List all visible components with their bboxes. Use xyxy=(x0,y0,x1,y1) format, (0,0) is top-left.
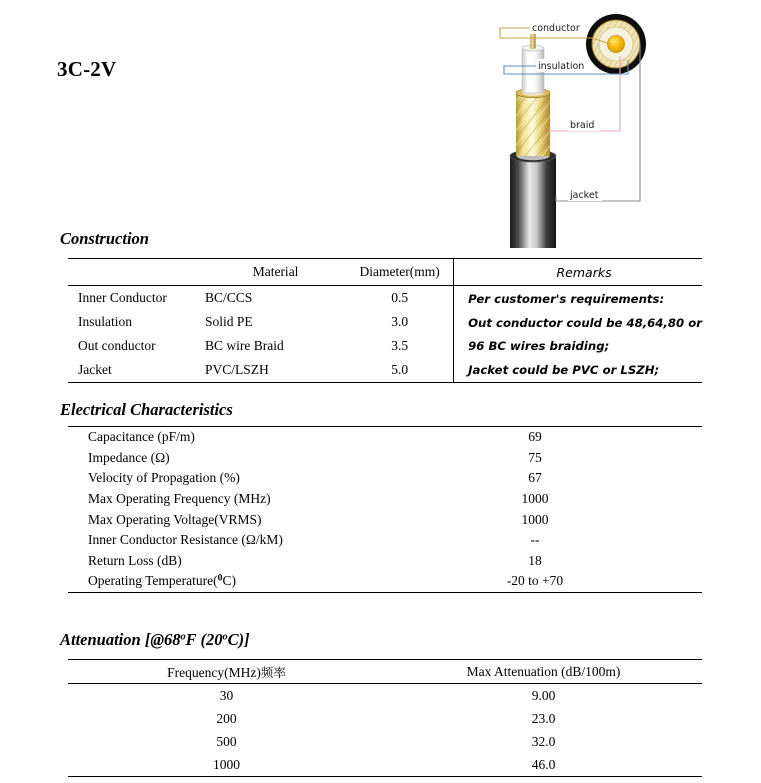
figure-label-conductor: conductor xyxy=(532,23,580,34)
section-heading-construction: Construction xyxy=(60,229,149,248)
electrical-table-container xyxy=(68,426,702,593)
cell-attenuation: 9.00 xyxy=(531,687,556,703)
col-header-frequency xyxy=(68,660,385,684)
cell-item: Inner Conductor xyxy=(78,290,167,305)
figure-label-braid: braid xyxy=(570,120,595,131)
degree-superscript-c: o xyxy=(222,631,228,643)
cell-attenuation: 46.0 xyxy=(531,756,556,772)
cell-item: Insulation xyxy=(78,314,132,329)
attenuation-table xyxy=(68,659,702,777)
section-heading-electrical: Electrical Characteristics xyxy=(60,400,233,419)
table-row xyxy=(68,509,702,530)
table-row xyxy=(68,286,702,311)
table-row xyxy=(68,571,702,592)
cell-value: 69 xyxy=(528,429,542,445)
col-header-frequency-en: Frequency(MHz) xyxy=(167,664,261,680)
construction-table xyxy=(68,258,702,383)
attenuation-heading-post: C)] xyxy=(227,630,250,649)
cell-item: Out conductor xyxy=(78,338,156,353)
cell-frequency: 1000 xyxy=(213,756,240,772)
table-row xyxy=(68,753,702,777)
electrical-characteristics-table xyxy=(68,426,702,593)
remarks-line: Jacket could be PVC or LSZH; xyxy=(468,362,660,377)
cell-material: BC wire Braid xyxy=(205,338,284,353)
cell-frequency: 500 xyxy=(216,733,237,749)
cell-label: Return Loss (dB) xyxy=(88,552,182,568)
coaxial-cable-diagram xyxy=(492,8,742,248)
attenuation-heading-mid: F (20 xyxy=(185,630,223,649)
cell-value: -20 to +70 xyxy=(506,573,564,589)
figure-label-jacket: jacket xyxy=(570,190,599,201)
cable-jacket-layer xyxy=(510,150,556,248)
cell-diameter: 3.0 xyxy=(391,314,409,329)
table-row xyxy=(68,427,702,448)
table-row xyxy=(68,448,702,469)
cell-diameter: 5.0 xyxy=(391,362,409,377)
cell-label: Impedance (Ω) xyxy=(88,449,170,465)
degree-superscript-f: o xyxy=(180,631,186,643)
cell-label: Max Operating Voltage(VRMS) xyxy=(88,511,262,527)
col-header-frequency-cjk: 频率 xyxy=(260,664,286,680)
remarks-line: Per customer's requirements: xyxy=(468,292,665,306)
attenuation-table-container xyxy=(68,659,702,777)
cell-value: 75 xyxy=(528,449,542,465)
col-header-material: Material xyxy=(252,264,299,279)
cell-material: PVC/LSZH xyxy=(205,362,269,377)
cell-diameter: 0.5 xyxy=(391,290,409,305)
cell-value: 18 xyxy=(528,552,542,568)
table-row xyxy=(68,707,702,730)
cell-label: Inner Conductor Resistance (Ω/kM) xyxy=(88,532,283,548)
cell-diameter: 3.5 xyxy=(391,338,409,353)
cell-remarks xyxy=(454,286,702,383)
col-header-remarks: Remarks xyxy=(454,259,702,286)
cable-braid-layer xyxy=(516,88,550,156)
cell-item: Jacket xyxy=(78,362,112,377)
cell-frequency: 30 xyxy=(219,687,234,703)
table-row xyxy=(68,489,702,510)
cell-label: Capacitance (pF/m) xyxy=(88,429,195,445)
cell-value: 67 xyxy=(528,470,542,486)
cell-label xyxy=(68,571,478,592)
cell-value: 1000 xyxy=(521,511,549,527)
section-heading-attenuation xyxy=(60,630,250,650)
figure-label-insulation: insulation xyxy=(538,61,585,72)
cell-label-post: C) xyxy=(222,573,236,589)
degree-superscript: 0 xyxy=(217,573,223,585)
cell-material: Solid PE xyxy=(205,314,253,329)
product-title: 3C-2V xyxy=(57,57,117,81)
table-row xyxy=(68,730,702,753)
attenuation-heading-pre: Attenuation [@68 xyxy=(60,630,181,649)
cell-material: BC/CCS xyxy=(205,290,253,305)
col-header-attenuation: Max Attenuation (dB/100m) xyxy=(466,663,621,679)
col-header-diameter: Diameter(mm) xyxy=(359,264,440,279)
cell-attenuation: 32.0 xyxy=(531,733,556,749)
cell-label: Velocity of Propagation (%) xyxy=(88,470,240,486)
col-header-item xyxy=(68,259,205,286)
table-row xyxy=(68,551,702,572)
construction-table-container xyxy=(68,258,702,383)
cell-label: Max Operating Frequency (MHz) xyxy=(88,491,271,507)
cell-frequency: 200 xyxy=(216,710,237,726)
cell-label-pre: Operating Temperature( xyxy=(88,573,218,589)
cable-cross-section xyxy=(586,14,646,74)
remarks-line: 96 BC wires braiding; xyxy=(468,339,610,353)
cell-value: -- xyxy=(530,532,540,548)
cell-attenuation: 23.0 xyxy=(531,710,556,726)
table-row xyxy=(68,530,702,551)
table-row xyxy=(68,684,702,708)
table-row xyxy=(68,468,702,489)
remarks-line: Out conductor could be 48,64,80 or xyxy=(468,315,702,330)
cell-value: 1000 xyxy=(521,491,549,507)
table-header-row xyxy=(68,259,702,286)
table-header-row xyxy=(68,660,702,684)
